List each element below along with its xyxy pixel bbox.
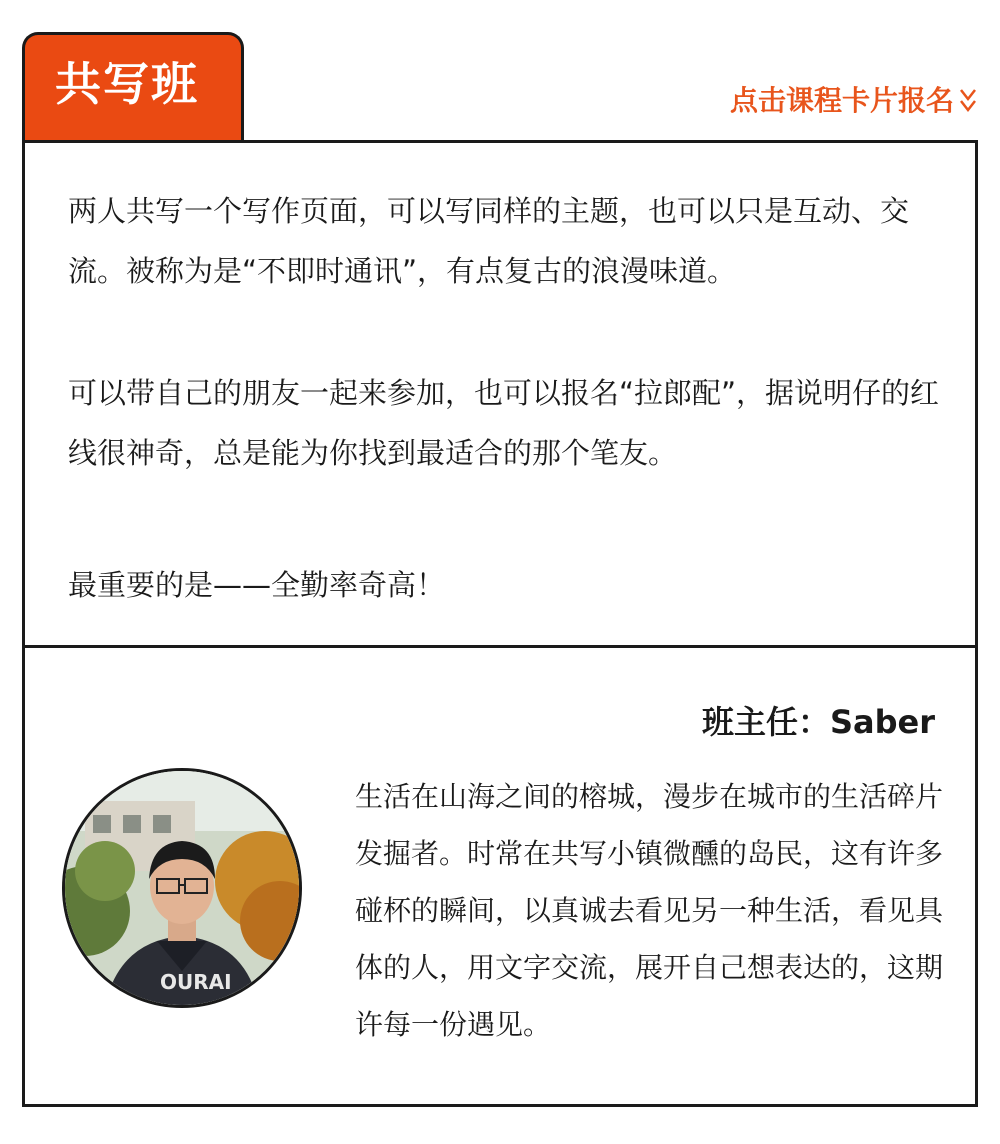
signup-link[interactable] [730,86,978,116]
shirt-text: OURAI [160,970,232,994]
intro-paragraph-1: 两人共写一个写作页面，可以写同样的主题，也可以只是互动、交流。被称为是“不即时通讯”，有点复古的浪漫味道。 [68,194,910,288]
intro-panel [22,140,978,648]
avatar-photo [65,771,299,1005]
intro-paragraph-2: 可以带自己的朋友一起来参加，也可以报名“拉郎配”，据说明仔的红线很神奇，总是能为你找到最适合的那个笔友。 [68,376,940,470]
double-chevron-down-icon [958,86,978,116]
teacher-title: 班主任：Saber [701,703,935,741]
teacher-panel [22,645,978,1107]
teacher-avatar [62,768,302,1008]
signup-text: 点击课程卡片报名 [729,84,954,117]
intro-paragraph-3: 最重要的是——全勤率奇高！ [68,568,446,602]
class-title: 共写班 [55,57,199,111]
class-tab [22,32,244,142]
teacher-bio: 生活在山海之间的榕城，漫步在城市的生活碎片发掘者。时常在共写小镇微醺的岛民，这有许多碰杯的瞬间，以真诚去看见另一种生活，看见具体的人，用文字交流，展开自己想表达的，这期许每一份遇见。 [355,780,944,1041]
